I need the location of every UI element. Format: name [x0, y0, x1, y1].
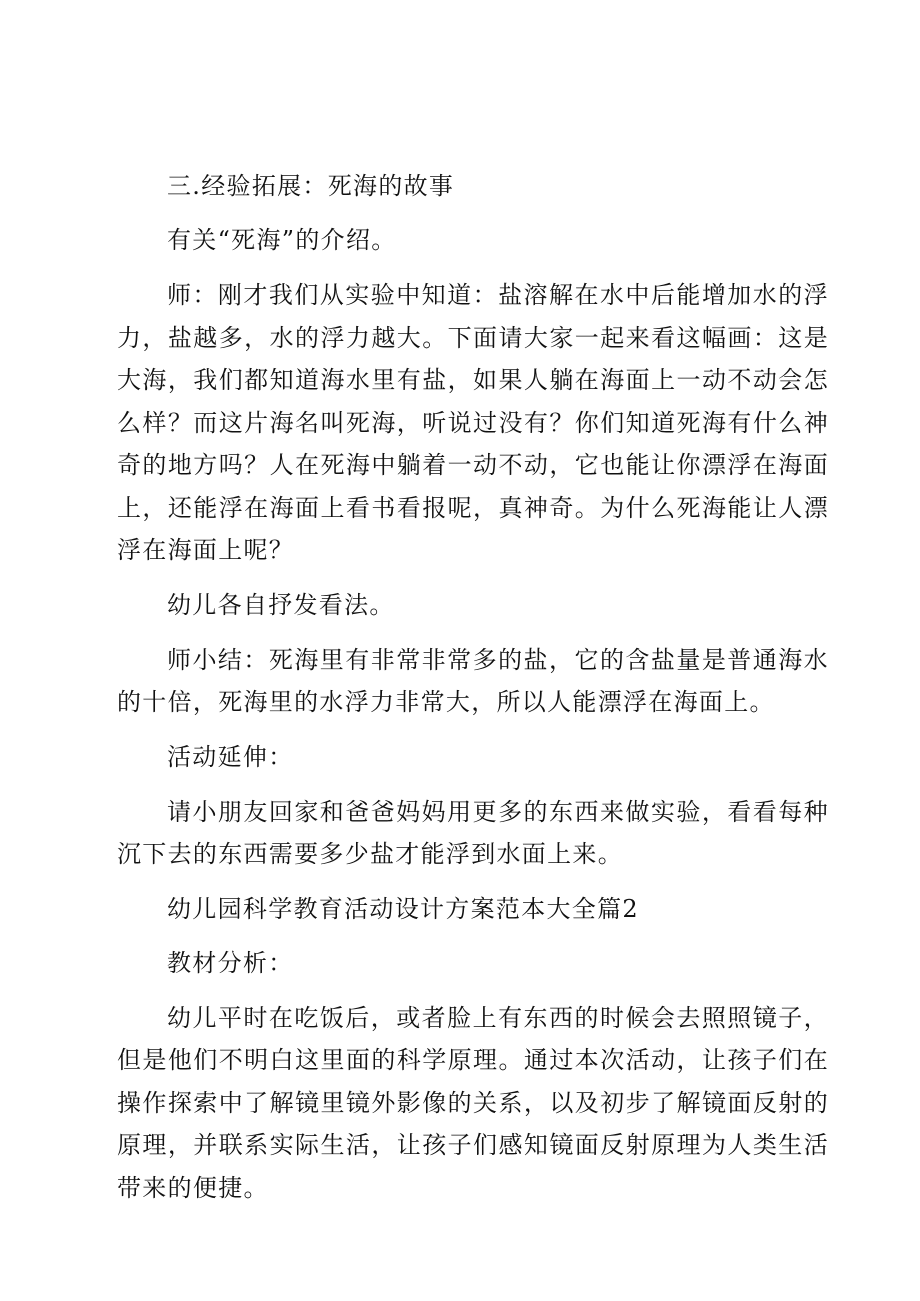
document-body [117, 166, 829, 1222]
section-heading-plan-2: 幼儿园科学教育活动设计方案范本大全篇2 [167, 894, 639, 923]
paragraph-children-opinions: 幼儿各自抒发看法。 [167, 590, 395, 619]
section-heading-material-analysis: 教材分析： [167, 948, 294, 977]
paragraph-material-analysis: 幼儿平时在吃饭后，或者脸上有东西的时候会去照照镜子，但是他们不明白这里面的科学原理。通过本次活动，让孩子们在操作探索中了解镜里镜外影像的关系，以及初步了解镜面反射的原理，并联系实际生活，让孩子们感知镜面反射原理为人类生活带来的便捷。 [117, 1003, 829, 1202]
paragraph-teacher-explanation: 师：刚才我们从实验中知道：盐溶解在水中后能增加水的浮力，盐越多，水的浮力越大。下面请大家一起来看这幅画：这是大海，我们都知道海水里有盐，如果人躺在海面上一动不动会怎么样？而这片海名叫死海，听说过没有？你们知道死海有什么神奇的地方吗？人在死海中躺着一动不动，它也能让你漂浮在海面上，还能浮在海面上看书看报呢，真神奇。为什么死海能让人漂浮在海面上呢？ [117, 281, 829, 564]
section-heading-activity-extension: 活动延伸： [167, 742, 294, 771]
paragraph-dead-sea-intro: 有关“死海”的介绍。 [167, 226, 397, 254]
section-heading-experience-extension: 三.经验拓展：死海的故事 [167, 172, 455, 200]
paragraph-teacher-summary: 师小结：死海里有非常非常多的盐，它的含盐量是普通海水的十倍，死海里的水浮力非常大，所以人能漂浮在海面上。 [117, 645, 829, 716]
paragraph-home-experiment: 请小朋友回家和爸爸妈妈用更多的东西来做实验，看看每种沉下去的东西需要多少盐才能浮到水面上来。 [117, 797, 829, 868]
